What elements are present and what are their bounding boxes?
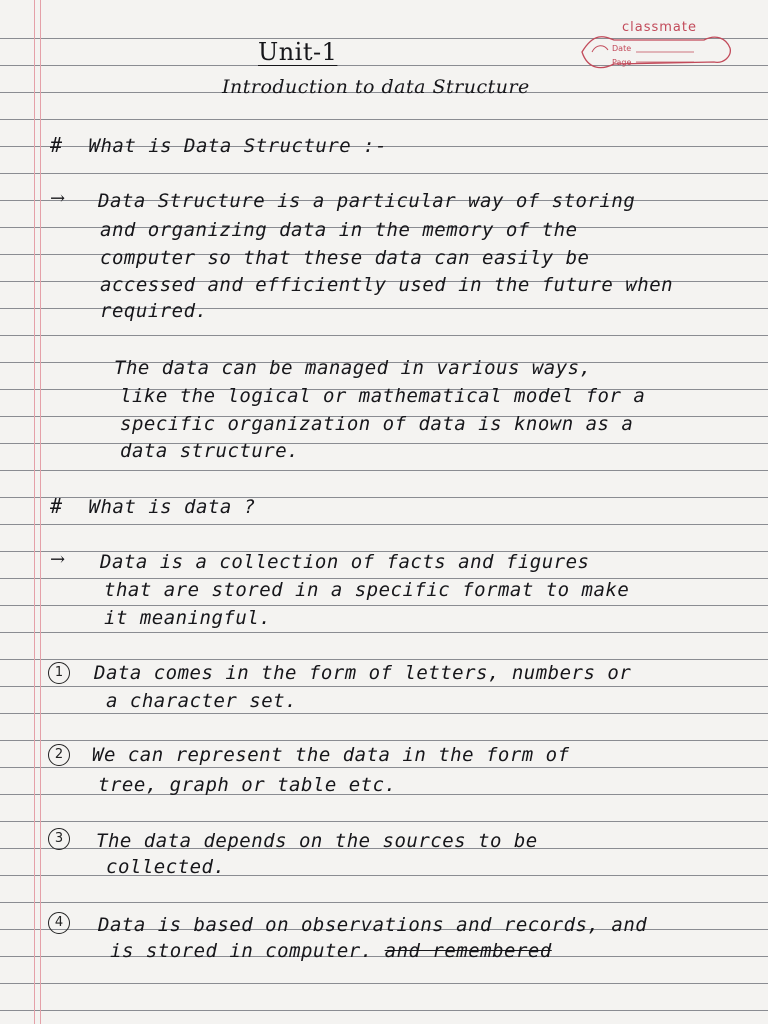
point-number-2: 2 bbox=[48, 744, 70, 766]
text-line: We can represent the data in the form of bbox=[92, 744, 570, 766]
page-label: Page bbox=[612, 58, 632, 67]
heading-text: What is data ? bbox=[88, 496, 256, 518]
margin-line-left bbox=[34, 0, 35, 1024]
text-line: collected. bbox=[106, 856, 226, 878]
text-line: Data is based on observations and records, and bbox=[98, 914, 648, 936]
text-line: tree, graph or table etc. bbox=[98, 774, 397, 796]
point-number-1: 1 bbox=[48, 662, 70, 684]
text-line: Data comes in the form of letters, numbers or bbox=[94, 662, 632, 684]
hash-bullet-icon: # bbox=[50, 494, 63, 518]
text-line: it meaningful. bbox=[104, 607, 272, 629]
heading-data-structure bbox=[50, 133, 387, 157]
date-label: Date bbox=[612, 44, 632, 53]
text-line: computer so that these data can easily be bbox=[100, 247, 590, 269]
page-title: Unit-1 bbox=[258, 38, 338, 66]
arrow-bullet-icon: → bbox=[50, 549, 66, 570]
point-number-4: 4 bbox=[48, 912, 70, 934]
point-number-3: 3 bbox=[48, 828, 70, 850]
struck-text: and remembered bbox=[384, 940, 552, 962]
text-line: Data is a collection of facts and figures bbox=[100, 551, 590, 573]
margin-line-right bbox=[40, 0, 41, 1024]
heading-text: What is Data Structure :- bbox=[88, 135, 388, 157]
text-line: The data depends on the sources to be bbox=[96, 830, 538, 852]
brand-logo: classmate bbox=[622, 20, 697, 35]
text-line: data structure. bbox=[120, 440, 300, 462]
arrow-bullet-icon: → bbox=[50, 188, 66, 209]
date-page-stamp bbox=[574, 30, 734, 74]
text-line: and organizing data in the memory of the bbox=[100, 219, 578, 241]
text-line: a character set. bbox=[106, 690, 298, 712]
text-line: Data Structure is a particular way of storing bbox=[98, 190, 636, 212]
text-line: that are stored in a specific format to make bbox=[104, 579, 630, 601]
text-line: accessed and efficiently used in the future when bbox=[100, 274, 674, 296]
text-line: The data can be managed in various ways, bbox=[114, 357, 592, 379]
text-line: like the logical or mathematical model for a bbox=[120, 385, 646, 407]
text-line-with-strike bbox=[110, 940, 552, 962]
page-subtitle: Introduction to data Structure bbox=[222, 76, 530, 98]
heading-what-is-data bbox=[50, 494, 256, 518]
hash-bullet-icon: # bbox=[50, 133, 63, 157]
text-fragment: is stored in computer. bbox=[110, 940, 373, 962]
text-line: required. bbox=[100, 300, 208, 322]
text-line: specific organization of data is known as a bbox=[120, 413, 634, 435]
